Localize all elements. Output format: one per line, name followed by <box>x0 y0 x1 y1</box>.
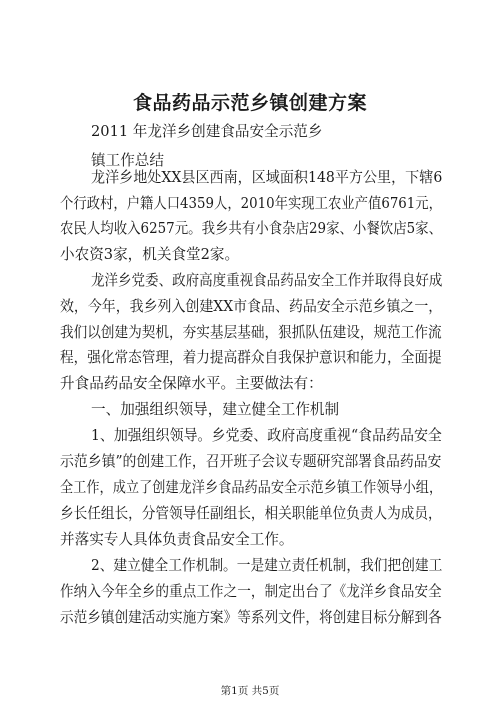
body-line: 示范乡镇”的创建工作，召开班子会议专题研究部署食品药品安 <box>60 453 442 470</box>
document-title: 食品药品示范乡镇创建方案 <box>132 92 367 114</box>
body-line: 全工作，成立了创建龙洋乡食品药品安全示范乡镇工作领导小组， <box>60 479 443 496</box>
body-line: 龙洋乡党委、政府高度重视食品药品安全工作并取得良好成 <box>91 272 443 289</box>
page-footer: 第1页 共5页 <box>220 685 280 697</box>
body-line: 我们以创建为契机，夯实基层基础，狠抓队伍建设，规范工作流 <box>60 324 442 341</box>
body-line: 升食品药品安全保障水平。主要做法有： <box>60 375 323 392</box>
body-line: 效，今年，我乡列入创建XX市食品、药品安全示范乡镇之一， <box>60 298 443 315</box>
body-line: 示范乡镇创建活动实施方案》等系列文件，将创建目标分解到各 <box>60 609 442 626</box>
body-line: 作纳入今年全乡的重点工作之一，制定出台了《龙洋乡食品安全 <box>60 583 442 600</box>
body-line: 并落实专人具体负责食品安全工作。 <box>60 531 294 548</box>
section-heading: 一、加强组织领导，建立健全工作机制 <box>91 401 340 418</box>
body-line: 程，强化常态管理，着力提高群众自我保护意识和能力，全面提 <box>60 349 442 366</box>
body-line: 龙洋乡地处XX县区西南，区域面积148平方公里，下辖6 <box>91 169 443 186</box>
body-line: 农民人均收入6257元。我乡共有小食杂店29家、小餐饮店5家、 <box>60 220 443 237</box>
body-line: 乡长任组长，分管领导任副组长，相关职能单位负责人为成员， <box>60 505 442 522</box>
body-line: 镇工作总结 <box>91 152 164 169</box>
body-line: 1、加强组织领导。乡党委、政府高度重视“食品药品安全 <box>91 427 442 444</box>
body-line: 小农资3家，机关食堂2家。 <box>60 246 240 263</box>
body-line: 2、建立健全工作机制。一是建立责任机制，我们把创建工 <box>91 557 443 574</box>
body-line: 个行政村，户籍人口4359人，2010年实现工农业产值6761元， <box>60 195 442 212</box>
body-line: 2011 年龙洋乡创建食品安全示范乡 <box>91 123 323 140</box>
